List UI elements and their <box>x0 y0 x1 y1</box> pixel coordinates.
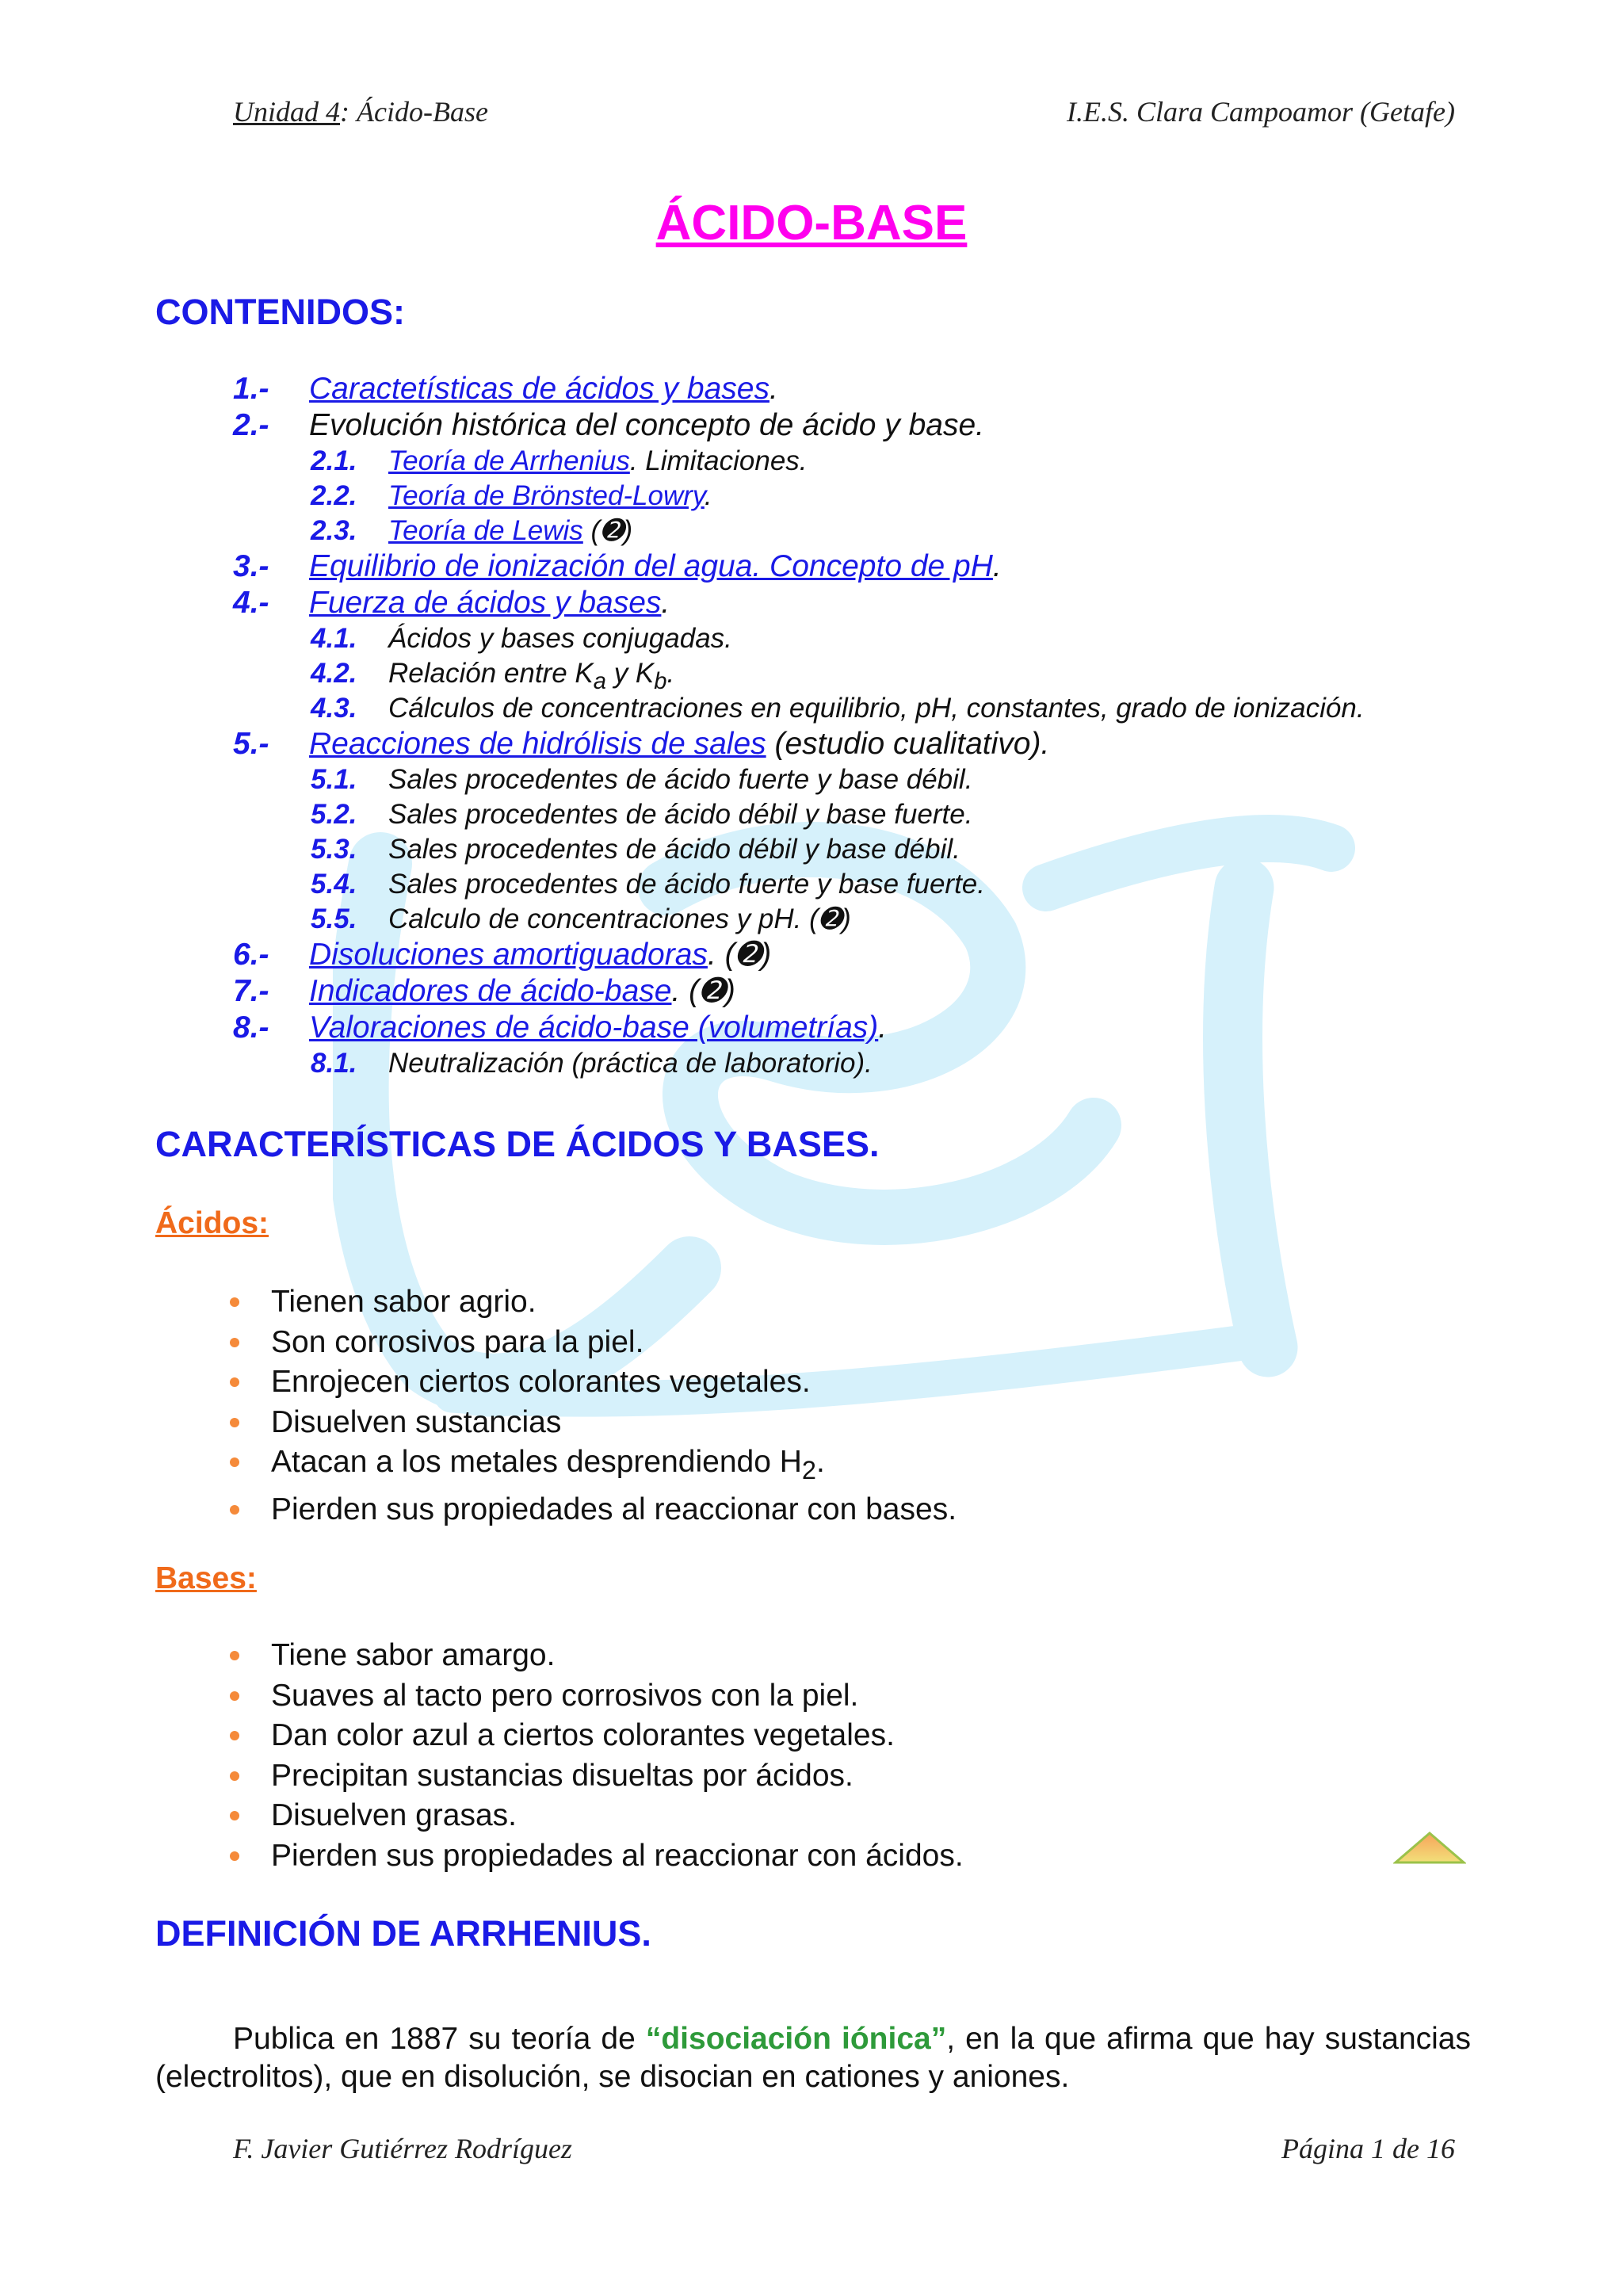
contents-heading: CONTENIDOS: <box>155 292 405 332</box>
list-item: Disuelven sustancias <box>230 1403 957 1443</box>
list-item: Tienen sabor agrio. <box>230 1282 957 1323</box>
toc-item-5-1: 5.1. Sales procedentes de ácido fuerte y base débil. <box>311 764 973 795</box>
toc-item-7: 7.- Indicadores de ácido-base. (➋) <box>233 974 735 1008</box>
toc-item-2-2: 2.2. Teoría de Brönsted-Lowry. <box>311 480 712 511</box>
page-title: ÁCIDO-BASE <box>655 196 968 250</box>
orange-dot-icon <box>230 1651 239 1660</box>
toc-item-6: 6.- Disoluciones amortiguadoras. (➋) <box>233 938 772 972</box>
toc-item-4-3: 4.3. Cálculos de concentraciones en equilibrio, pH, constantes, grado de ionización. <box>311 693 1365 724</box>
toc-item-5-3: 5.3. Sales procedentes de ácido débil y base débil. <box>311 834 960 865</box>
toc-item-5: 5.- Reacciones de hidrólisis de sales (estudio cualitativo). <box>233 727 1050 761</box>
bases-list <box>230 1636 964 1876</box>
header-left: Unidad 4: Ácido-Base <box>233 96 488 128</box>
list-item: Enrojecen ciertos colorantes vegetales. <box>230 1362 957 1403</box>
orange-dot-icon <box>230 1691 239 1701</box>
toc-item-5-5: 5.5. Calculo de concentraciones y pH. (➋) <box>311 904 851 934</box>
list-item: Suaves al tacto pero corrosivos con la piel. <box>230 1676 964 1717</box>
orange-dot-icon <box>230 1377 239 1387</box>
list-item: Atacan a los metales desprendiendo $H_2$. <box>230 1442 957 1490</box>
toc-item-2: 2.- Evolución histórica del concepto de ácido y base. <box>233 408 985 442</box>
toc-link-6[interactable]: Disoluciones amortiguadoras <box>309 938 708 972</box>
toc-link-7[interactable]: Indicadores de ácido-base <box>309 974 672 1008</box>
toc-item-4: 4.- Fuerza de ácidos y bases. <box>233 586 670 620</box>
toc-item-8: 8.- Valoraciones de ácido-base (volumetrías). <box>233 1010 888 1045</box>
toc-item-8-1: 8.1. Neutralización (práctica de laboratorio). <box>311 1048 873 1079</box>
toc-item-4-2: 4.2. Relación entre $K_a$ y $K_b$. <box>311 658 675 694</box>
toc-item-5-4: 5.4. Sales procedentes de ácido fuerte y base fuerte. <box>311 869 985 900</box>
bases-heading: Bases: <box>155 1561 257 1595</box>
toc-link-2-3[interactable]: Teoría de Lewis <box>388 515 583 546</box>
orange-dot-icon <box>230 1338 239 1347</box>
toc-item-3: 3.- Equilibrio de ionización del agua. Concepto de pH. <box>233 549 1002 583</box>
orange-dot-icon <box>230 1418 239 1427</box>
orange-dot-icon <box>230 1811 239 1820</box>
toc-item-5-2: 5.2. Sales procedentes de ácido débil y base fuerte. <box>311 799 973 830</box>
toc-item-2-3: 2.3. Teoría de Lewis (➋) <box>311 515 633 546</box>
up-triangle-icon[interactable] <box>1393 1831 1466 1866</box>
list-item: Tiene sabor amargo. <box>230 1636 964 1676</box>
arrhenius-paragraph: Publica en 1887 su teoría de “disociación iónica”, en la que afirma que hay sustancias (electrolitos), que en disolución, se disocian en cationes y aniones. <box>155 2022 1471 2094</box>
list-item: Dan color azul a ciertos colorantes vegetales. <box>230 1716 964 1756</box>
acids-heading: Ácidos: <box>155 1206 269 1240</box>
toc-link-8[interactable]: Valoraciones de ácido-base (volumetrías) <box>309 1010 879 1045</box>
toc-link-5[interactable]: Reacciones de hidrólisis de sales <box>309 727 766 761</box>
page-number: Página 1 de 16 <box>1281 2133 1455 2164</box>
toc-link-2-2[interactable]: Teoría de Brönsted-Lowry <box>388 480 705 511</box>
header-right: I.E.S. Clara Campoamor (Getafe) <box>1067 96 1455 128</box>
list-item: Disuelven grasas. <box>230 1796 964 1836</box>
footer-author: F. Javier Gutiérrez Rodríguez <box>233 2133 572 2164</box>
characteristics-heading: CARACTERÍSTICAS DE ÁCIDOS Y BASES. <box>155 1124 880 1164</box>
table-of-contents <box>233 371 1469 1081</box>
toc-link-2-1[interactable]: Teoría de Arrhenius <box>388 445 630 476</box>
orange-dot-icon <box>230 1731 239 1740</box>
orange-dot-icon <box>230 1771 239 1781</box>
orange-dot-icon <box>230 1457 239 1467</box>
toc-link-1[interactable]: Caractetísticas de ácidos y bases <box>309 372 769 406</box>
list-item: Pierden sus propiedades al reaccionar con ácidos. <box>230 1836 964 1877</box>
toc-item-2-1: 2.1. Teoría de Arrhenius. Limitaciones. <box>311 445 808 476</box>
orange-dot-icon <box>230 1297 239 1307</box>
toc-link-3[interactable]: Equilibrio de ionización del agua. Concepto de pH <box>309 549 993 583</box>
toc-link-4[interactable]: Fuerza de ácidos y bases <box>309 586 662 620</box>
list-item: Precipitan sustancias disueltas por ácidos. <box>230 1756 964 1797</box>
list-item: Son corrosivos para la piel. <box>230 1323 957 1363</box>
toc-item-4-1: 4.1. Ácidos y bases conjugadas. <box>311 623 732 654</box>
orange-dot-icon <box>230 1505 239 1515</box>
orange-dot-icon <box>230 1851 239 1861</box>
acids-list <box>230 1282 957 1530</box>
arrhenius-heading: DEFINICIÓN DE ARRHENIUS. <box>155 1913 651 1954</box>
toc-item-1: 1.- Caractetísticas de ácidos y bases. <box>233 372 778 406</box>
list-item: Pierden sus propiedades al reaccionar con bases. <box>230 1490 957 1530</box>
